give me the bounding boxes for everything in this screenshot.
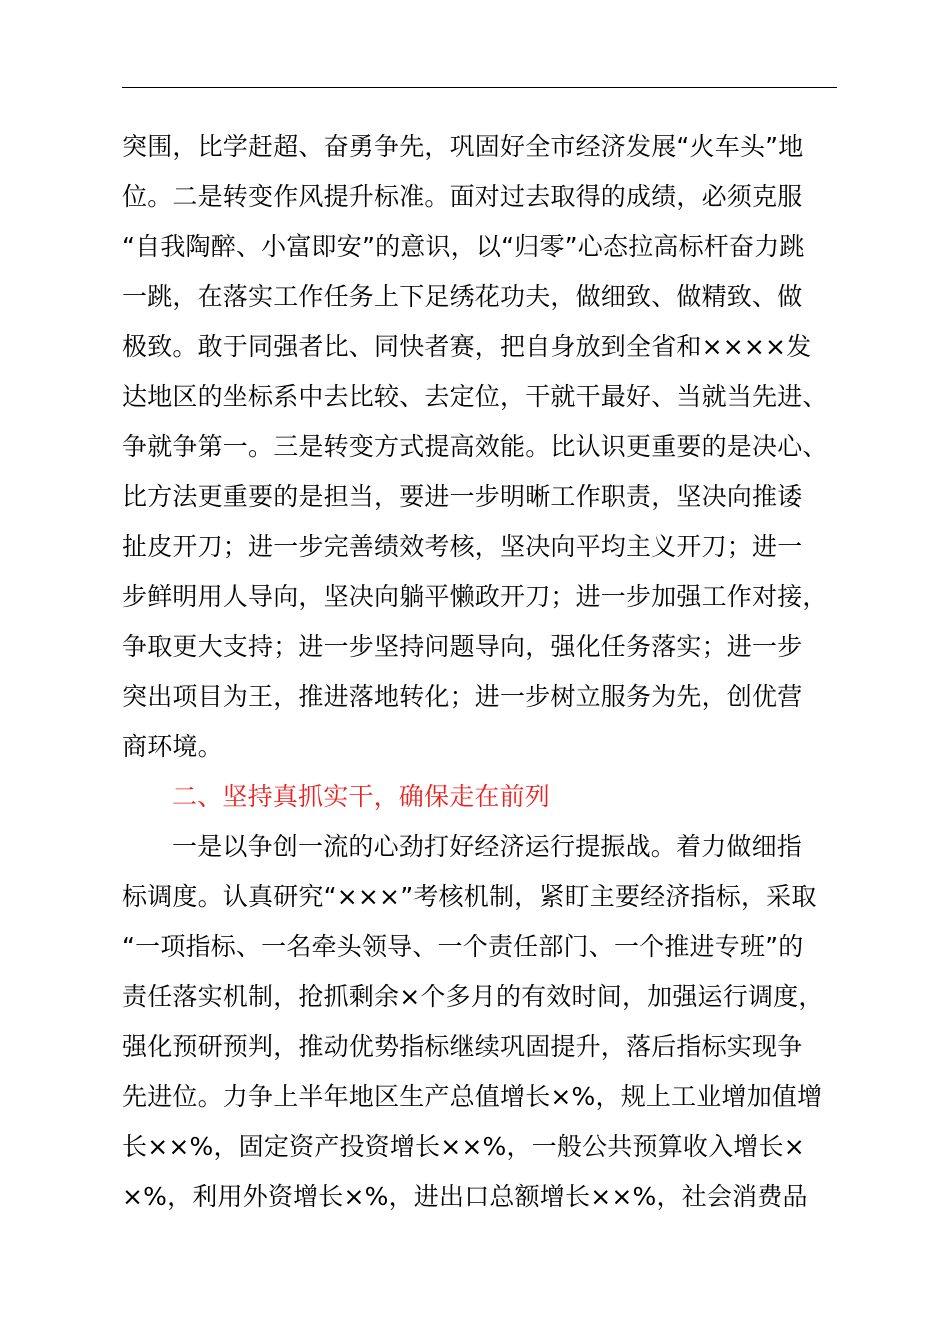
section-heading: 二、坚持真抓实干，确保走在前列 — [172, 782, 551, 811]
header-rule — [122, 87, 837, 88]
paragraph-line: 步鲜明用人导向，坚决向躺平懒政开刀；进一步加强工作对接， — [122, 582, 828, 611]
paragraph-line: “一项指标、一名牵头领导、一个责任部门、一个推进专班”的 — [122, 932, 804, 961]
paragraph-line: 争取更大支持；进一步坚持问题导向，强化任务落实；进一步 — [122, 632, 803, 661]
paragraph-line: 一跳，在落实工作任务上下足绣花功夫，做细致、做精致、做 — [122, 282, 803, 311]
paragraph-line: 达地区的坐标系中去比较、去定位，干就干最好、当就当先进、 — [122, 382, 828, 411]
paragraph-line: 先进位。力争上半年地区生产总值增长×%，规上工业增加值增 — [122, 1082, 823, 1111]
paragraph-line: 比方法更重要的是担当，要进一步明晰工作职责，坚决向推诿 — [122, 482, 803, 511]
document-body — [122, 122, 862, 1222]
paragraph-line: 争就争第一。三是转变方式提高效能。比认识更重要的是决心、 — [122, 432, 828, 461]
paragraph-line: “自我陶醉、小富即安”的意识，以“归零”心态拉高标杆奋力跳 — [122, 232, 805, 261]
paragraph-line: 位。二是转变作风提升标准。面对过去取得的成绩，必须克服 — [122, 182, 803, 211]
paragraph-line: 标调度。认真研究“×××”考核机制，紧盯主要经济指标，采取 — [122, 882, 817, 911]
paragraph-line: 商环境。 — [122, 732, 223, 761]
paragraph-line: 突出项目为王，推进落地转化；进一步树立服务为先，创优营 — [122, 682, 803, 711]
paragraph-line: 突围，比学赶超、奋勇争先，巩固好全市经济发展“火车头”地 — [122, 132, 804, 161]
paragraph-line: 强化预研预判，推动优势指标继续巩固提升，落后指标实现争 — [122, 1032, 803, 1061]
paragraph-line: 扯皮开刀；进一步完善绩效考核，坚决向平均主义开刀；进一 — [122, 532, 803, 561]
paragraph-line: 长××%，固定资产投资增长××%，一般公共预算收入增长× — [122, 1132, 805, 1161]
paragraph-line: 责任落实机制，抢抓剩余×个多月的有效时间，加强运行调度， — [122, 982, 824, 1011]
paragraph-line: ×%，利用外资增长×%，进出口总额增长××%，社会消费品 — [122, 1182, 808, 1211]
paragraph-line: 一是以争创一流的心劲打好经济运行提振战。着力做细指 — [172, 832, 803, 861]
paragraph-line: 极致。敢于同强者比、同快者赛，把自身放到全省和××××发 — [122, 332, 812, 361]
